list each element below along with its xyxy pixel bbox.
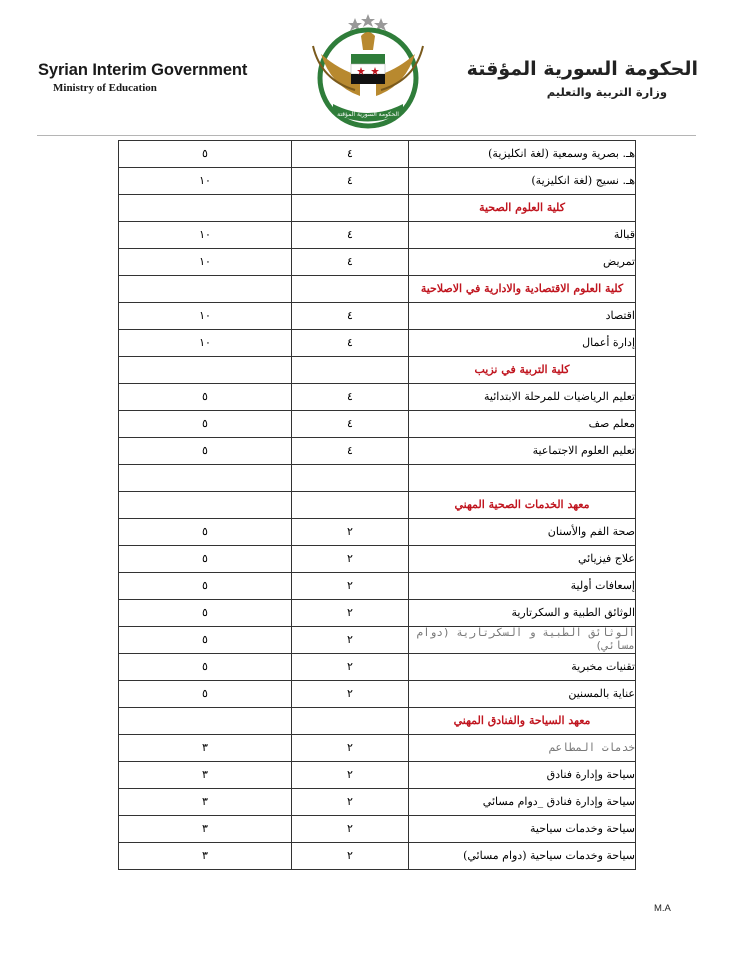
section-title: كلية العلوم الاقتصادية والادارية في الاصلاحية: [409, 276, 636, 303]
cell-program-name: سياحة وخدمات سياحية (دوام مسائي): [409, 843, 636, 870]
cell-grade: [119, 357, 292, 384]
cell-grade: [119, 708, 292, 735]
cell-years: ٢: [292, 681, 409, 708]
english-government-title: Syrian Interim Government: [38, 61, 248, 79]
cell-program-name: الوثائق الطبية و السكرتارية (دوام مسائي): [409, 627, 636, 654]
cell-grade: ٥: [119, 438, 292, 465]
cell-years: ٤: [292, 222, 409, 249]
cell-grade: ٥: [119, 519, 292, 546]
government-emblem-logo: [303, 10, 433, 132]
cell-program-name: هـ. نسيج (لغة انكليزية): [409, 168, 636, 195]
cell-program-name: تعليم العلوم الاجتماعية: [409, 438, 636, 465]
section-header-row: [119, 492, 636, 519]
cell-program-name: [409, 465, 636, 492]
cell-grade: ٣: [119, 735, 292, 762]
cell-program-name: إسعافات أولية: [409, 573, 636, 600]
table-row: [119, 411, 636, 438]
cell-years: ٢: [292, 519, 409, 546]
table-row: [119, 384, 636, 411]
cell-program-name: تمريض: [409, 249, 636, 276]
table-row: [119, 330, 636, 357]
table-row: [119, 762, 636, 789]
programs-table-body: [119, 141, 636, 870]
table-row: [119, 600, 636, 627]
cell-grade: ١٠: [119, 330, 292, 357]
cell-grade: ٥: [119, 654, 292, 681]
table-row: [119, 438, 636, 465]
cell-years: [292, 276, 409, 303]
cell-grade: [119, 465, 292, 492]
cell-years: [292, 195, 409, 222]
cell-grade: ٣: [119, 843, 292, 870]
cell-grade: ٥: [119, 141, 292, 168]
cell-years: [292, 492, 409, 519]
table-row: [119, 222, 636, 249]
section-header-row: [119, 357, 636, 384]
footer-initials: M.A: [654, 903, 671, 914]
cell-years: ٢: [292, 843, 409, 870]
table-row: [119, 627, 636, 654]
cell-program-name: سياحة وخدمات سياحية: [409, 816, 636, 843]
cell-program-name: سياحة وإدارة فنادق: [409, 762, 636, 789]
cell-grade: ٥: [119, 411, 292, 438]
cell-program-name: الوثائق الطبية و السكرتارية: [409, 600, 636, 627]
table-row: [119, 816, 636, 843]
cell-years: ٢: [292, 789, 409, 816]
table-row: [119, 249, 636, 276]
cell-program-name: معلم صف: [409, 411, 636, 438]
table-row: [119, 303, 636, 330]
table-row: [119, 141, 636, 168]
cell-grade: ٥: [119, 627, 292, 654]
table-row: [119, 168, 636, 195]
cell-program-name: صحة الفم والأسنان: [409, 519, 636, 546]
cell-grade: ١٠: [119, 303, 292, 330]
cell-grade: ٥: [119, 384, 292, 411]
cell-years: ٤: [292, 168, 409, 195]
section-title: كلية التربية في نزيب: [409, 357, 636, 384]
cell-program-name: قبالة: [409, 222, 636, 249]
cell-years: ٢: [292, 654, 409, 681]
cell-program-name: إدارة أعمال: [409, 330, 636, 357]
cell-program-name: اقتصاد: [409, 303, 636, 330]
cell-program-name: عناية بالمسنين: [409, 681, 636, 708]
cell-years: ٤: [292, 303, 409, 330]
cell-grade: ١٠: [119, 222, 292, 249]
table-row: [119, 546, 636, 573]
cell-years: ٤: [292, 141, 409, 168]
cell-years: ٢: [292, 762, 409, 789]
table-row: [119, 519, 636, 546]
empty-row: [119, 465, 636, 492]
cell-years: [292, 357, 409, 384]
section-header-row: [119, 276, 636, 303]
cell-years: ٤: [292, 438, 409, 465]
cell-program-name: تقنيات مخبرية: [409, 654, 636, 681]
cell-grade: [119, 195, 292, 222]
cell-program-name: تعليم الرياضيات للمرحلة الابتدائية: [409, 384, 636, 411]
cell-years: ٢: [292, 600, 409, 627]
programs-table: [118, 140, 636, 870]
table-row: [119, 789, 636, 816]
cell-program-name: هـ. بصرية وسمعية (لغة انكليزية): [409, 141, 636, 168]
cell-grade: ٣: [119, 789, 292, 816]
cell-years: ٤: [292, 411, 409, 438]
cell-program-name: علاج فيزيائي: [409, 546, 636, 573]
cell-years: [292, 708, 409, 735]
cell-years: [292, 465, 409, 492]
arabic-government-title: الحكومة السورية المؤقتة: [466, 58, 698, 80]
cell-years: ٢: [292, 546, 409, 573]
table-row: [119, 654, 636, 681]
cell-grade: [119, 492, 292, 519]
letterhead: [0, 0, 742, 138]
table-row: [119, 681, 636, 708]
section-header-row: [119, 195, 636, 222]
cell-grade: ٥: [119, 546, 292, 573]
cell-years: ٤: [292, 384, 409, 411]
cell-grade: ١٠: [119, 249, 292, 276]
cell-grade: ١٠: [119, 168, 292, 195]
header-divider: [37, 135, 696, 136]
arabic-ministry-title: وزارة التربية والتعليم: [546, 85, 667, 99]
cell-years: ٤: [292, 330, 409, 357]
cell-grade: ٣: [119, 762, 292, 789]
emblem-banner-text: الحكومة السورية المؤقتة: [337, 111, 399, 118]
cell-grade: ٥: [119, 573, 292, 600]
cell-program-name: سياحة وإدارة فنادق _دوام مسائي: [409, 789, 636, 816]
cell-years: ٤: [292, 249, 409, 276]
cell-years: ٢: [292, 627, 409, 654]
table-row: [119, 573, 636, 600]
section-title: كلية العلوم الصحية: [409, 195, 636, 222]
table-row: [119, 843, 636, 870]
cell-years: ٢: [292, 573, 409, 600]
cell-grade: ٥: [119, 681, 292, 708]
section-header-row: [119, 708, 636, 735]
table-row: [119, 735, 636, 762]
section-title: معهد السياحة والفنادق المهني: [409, 708, 636, 735]
cell-grade: [119, 276, 292, 303]
english-ministry-title: Ministry of Education: [53, 82, 157, 94]
section-title: معهد الخدمات الصحية المهني: [409, 492, 636, 519]
cell-grade: ٥: [119, 600, 292, 627]
cell-years: ٢: [292, 816, 409, 843]
cell-program-name: خدمات المطاعم: [409, 735, 636, 762]
cell-years: ٢: [292, 735, 409, 762]
cell-grade: ٣: [119, 816, 292, 843]
